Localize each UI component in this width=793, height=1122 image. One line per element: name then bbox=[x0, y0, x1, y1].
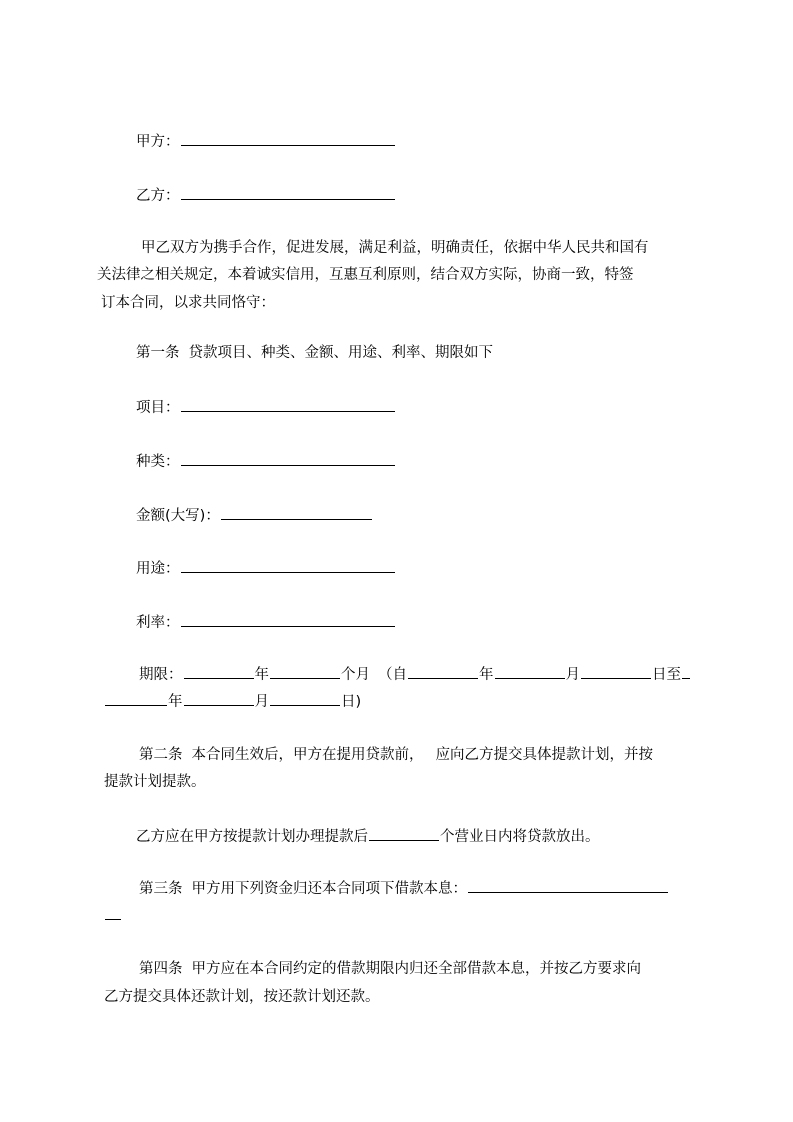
repayment-source-blank[interactable] bbox=[468, 878, 668, 893]
term-label: 期限： bbox=[139, 667, 183, 683]
rate-blank[interactable] bbox=[181, 612, 395, 627]
repayment-source-blank-cont[interactable] bbox=[105, 905, 121, 920]
project-blank[interactable] bbox=[181, 397, 395, 412]
article-2-line-1 bbox=[139, 745, 653, 765]
party-b-blank[interactable] bbox=[181, 185, 395, 200]
start-month-blank[interactable] bbox=[495, 664, 565, 679]
preamble-line-2: 关法律之相关规定，本着诚实信用，互惠互利原则，结合双方实际，协商一致，特签 bbox=[97, 267, 634, 283]
term-years-blank[interactable] bbox=[184, 664, 254, 679]
amount-blank[interactable] bbox=[221, 505, 372, 520]
rate-field bbox=[136, 612, 396, 633]
term-line-2 bbox=[104, 691, 361, 712]
article-4-text-1: 甲方应在本合同约定的借款期限内归还全部借款本息，并按乙方要求向 bbox=[191, 961, 641, 977]
start-month-unit: 月 bbox=[565, 667, 580, 683]
type-label: 种类： bbox=[136, 454, 180, 470]
project-label: 项目： bbox=[136, 400, 180, 416]
article-1-heading: 第一条 bbox=[136, 345, 180, 361]
term-year-unit: 年 bbox=[254, 667, 269, 683]
use-field bbox=[136, 558, 396, 579]
end-year-unit: 年 bbox=[168, 694, 183, 710]
article-2-text-b: 应向乙方提交具体提款计划，并按 bbox=[435, 747, 653, 763]
start-day-blank[interactable] bbox=[581, 664, 651, 679]
type-field bbox=[136, 451, 396, 472]
project-field bbox=[136, 397, 396, 418]
amount-field bbox=[136, 505, 373, 526]
end-year-blank-start[interactable] bbox=[682, 664, 690, 679]
term-months-unit: 个月 bbox=[341, 667, 370, 683]
article-3-text: 甲方用下列资金归还本合同项下借款本息： bbox=[191, 881, 467, 897]
article-3-heading: 第三条 bbox=[139, 881, 183, 897]
end-year-blank[interactable] bbox=[105, 691, 167, 706]
use-label: 用途： bbox=[136, 561, 180, 577]
start-day-to: 日至 bbox=[652, 667, 681, 683]
party-a-blank[interactable] bbox=[181, 131, 395, 146]
preamble-line-3: 订本合同，以求共同恪守： bbox=[101, 295, 275, 311]
end-month-blank[interactable] bbox=[184, 691, 254, 706]
business-days-blank[interactable] bbox=[369, 826, 439, 841]
party-a-label: 甲方： bbox=[136, 134, 180, 150]
article-4-heading: 第四条 bbox=[139, 961, 183, 977]
article-2-heading: 第二条 bbox=[139, 747, 183, 763]
article-2-para-2-b: 个营业日内将贷款放出。 bbox=[440, 829, 600, 845]
end-month-unit: 月 bbox=[254, 694, 269, 710]
article-2-para-2-a: 乙方应在甲方按提款计划办理提款后 bbox=[136, 829, 368, 845]
article-1-heading-line bbox=[136, 343, 493, 363]
article-2-text-a: 本合同生效后，甲方在提用贷款前， bbox=[191, 747, 424, 763]
article-4-line-1 bbox=[139, 959, 641, 979]
end-day-unit: 日) bbox=[341, 694, 362, 710]
term-months-blank[interactable] bbox=[270, 664, 340, 679]
article-2-para-2 bbox=[136, 826, 600, 847]
rate-label: 利率： bbox=[136, 615, 180, 631]
article-3-line-1 bbox=[139, 878, 669, 899]
preamble-line-1: 甲乙双方为携手合作，促进发展，满足利益，明确责任，依据中华人民共和国有 bbox=[141, 240, 649, 256]
article-2-line-2: 提款计划提款。 bbox=[104, 774, 206, 790]
amount-label: 金额(大写)： bbox=[136, 508, 220, 524]
party-b-field bbox=[136, 185, 396, 206]
article-4-line-2: 乙方提交具体还款计划，按还款计划还款。 bbox=[104, 989, 380, 1005]
term-line-1 bbox=[139, 664, 691, 685]
start-year-blank[interactable] bbox=[408, 664, 478, 679]
start-year-unit: 年 bbox=[479, 667, 494, 683]
party-b-label: 乙方： bbox=[136, 188, 180, 204]
party-a-field bbox=[136, 131, 396, 152]
end-day-blank[interactable] bbox=[270, 691, 340, 706]
use-blank[interactable] bbox=[181, 558, 395, 573]
type-blank[interactable] bbox=[181, 451, 395, 466]
article-1-title: 贷款项目、种类、金额、用途、利率、期限如下 bbox=[188, 345, 493, 361]
term-from: （自 bbox=[378, 667, 407, 683]
article-3-line-2 bbox=[104, 905, 122, 926]
